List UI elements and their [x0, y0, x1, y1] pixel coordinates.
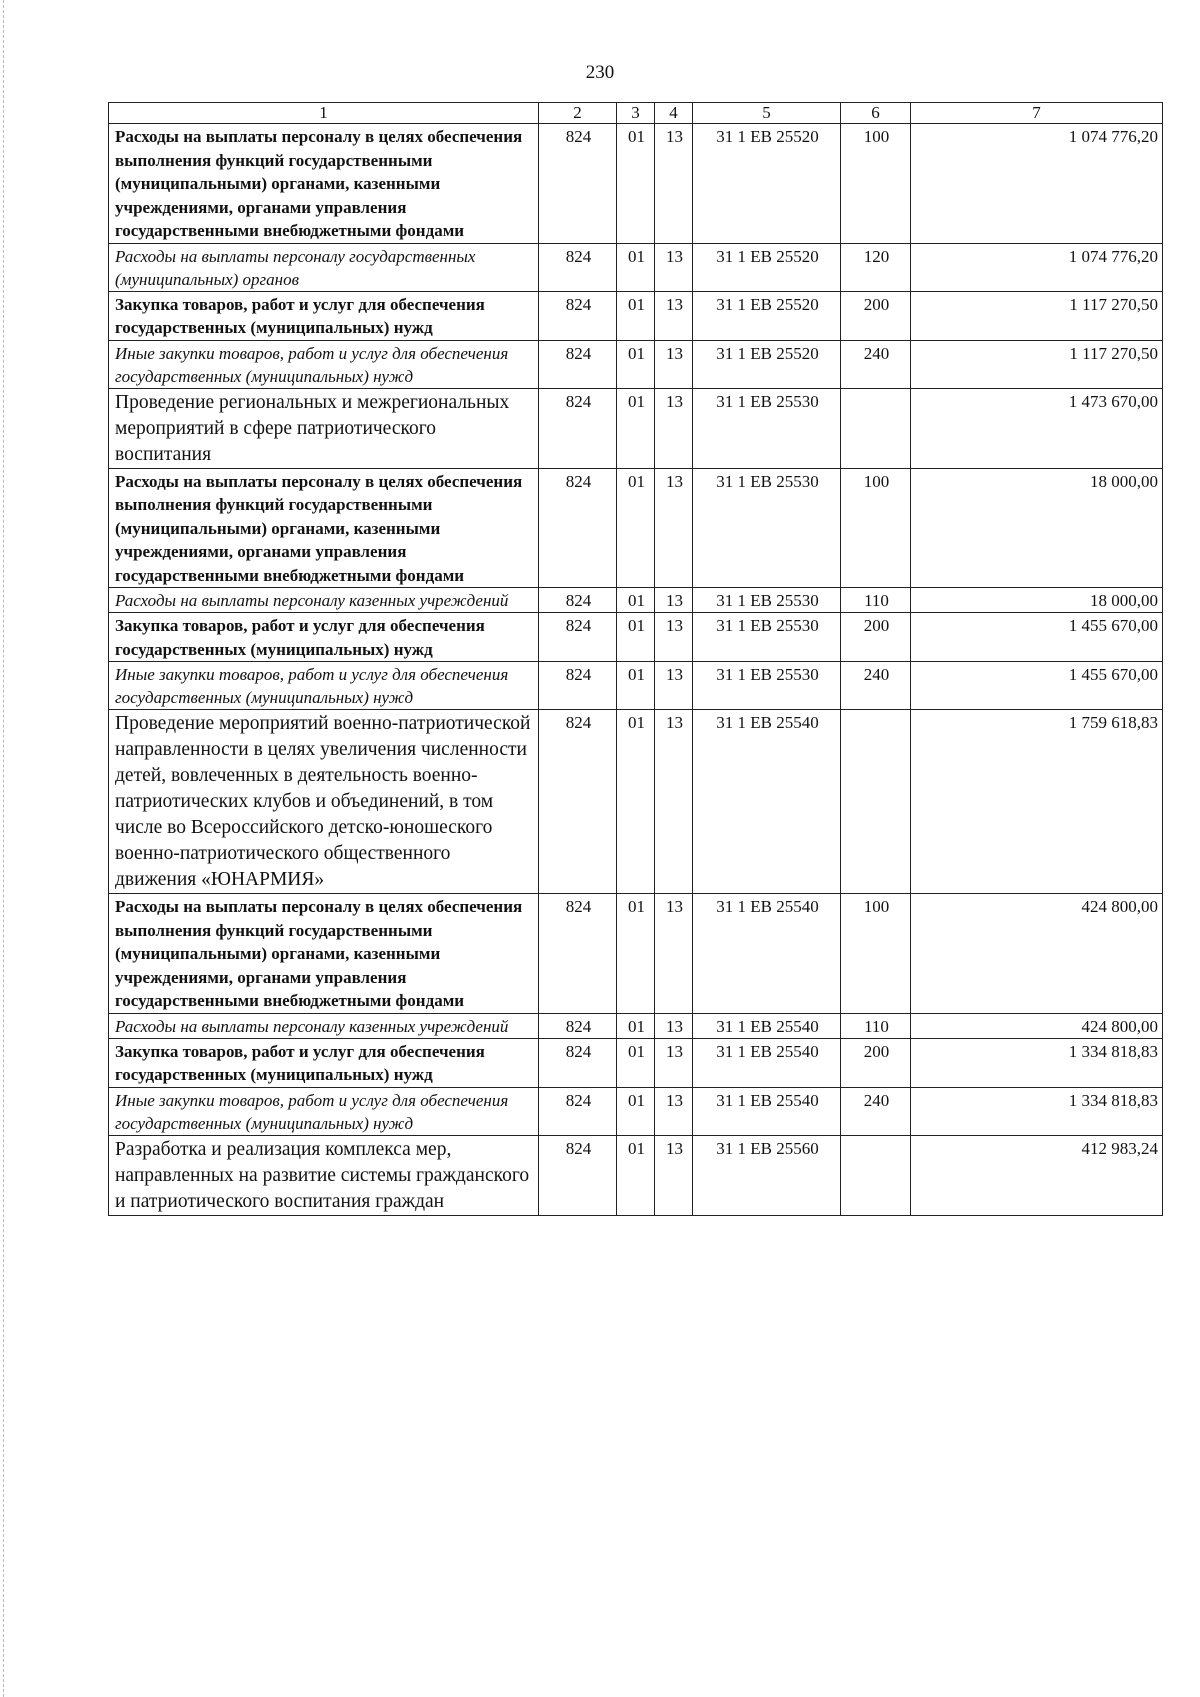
table-row	[109, 468, 1163, 588]
expense-name-cell: Иные закупки товаров, работ и услуг для обеспечения государственных (муниципальных) нужд	[109, 1087, 539, 1135]
budget-table	[108, 102, 1163, 1216]
expense-name-cell: Иные закупки товаров, работ и услуг для обеспечения государственных (муниципальных) нужд	[109, 340, 539, 388]
subsection-code-cell: 13	[655, 388, 693, 468]
expense-name-cell: Проведение региональных и межрегиональных мероприятий в сфере патриотического воспитания	[109, 388, 539, 468]
amount-cell: 1 455 670,00	[911, 662, 1163, 710]
section-code-cell: 01	[617, 340, 655, 388]
expense-name-cell: Закупка товаров, работ и услуг для обеспечения государственных (муниципальных) нужд	[109, 613, 539, 662]
admin-code-cell: 824	[539, 291, 617, 340]
target-article-cell: 31 1 ЕВ 25540	[693, 1087, 841, 1135]
amount-cell: 424 800,00	[911, 1013, 1163, 1038]
expense-type-cell: 120	[841, 243, 911, 291]
target-article-cell: 31 1 ЕВ 25530	[693, 468, 841, 588]
expense-name-cell: Иные закупки товаров, работ и услуг для обеспечения государственных (муниципальных) нужд	[109, 662, 539, 710]
section-code-cell: 01	[617, 1013, 655, 1038]
expense-name-cell: Закупка товаров, работ и услуг для обеспечения государственных (муниципальных) нужд	[109, 291, 539, 340]
section-code-cell: 01	[617, 468, 655, 588]
amount-cell: 1 334 818,83	[911, 1087, 1163, 1135]
section-code-cell: 01	[617, 388, 655, 468]
amount-cell: 1 074 776,20	[911, 243, 1163, 291]
column-number-row	[109, 103, 1163, 124]
target-article-cell: 31 1 ЕВ 25530	[693, 388, 841, 468]
table-row	[109, 588, 1163, 613]
table-row	[109, 894, 1163, 1014]
section-code-cell: 01	[617, 124, 655, 244]
admin-code-cell: 824	[539, 1135, 617, 1215]
subsection-code-cell: 13	[655, 894, 693, 1014]
expense-name-cell: Расходы на выплаты персоналу в целях обеспечения выполнения функций государственными (муниципальными) органами, казенными учреждениями, органами управления государственными внебюджетными фондами	[109, 894, 539, 1014]
section-code-cell: 01	[617, 613, 655, 662]
section-code-cell: 01	[617, 291, 655, 340]
column-header: 4	[655, 103, 693, 124]
subsection-code-cell: 13	[655, 340, 693, 388]
amount-cell: 1 117 270,50	[911, 340, 1163, 388]
target-article-cell: 31 1 ЕВ 25560	[693, 1135, 841, 1215]
table-row	[109, 1038, 1163, 1087]
expense-type-cell: 240	[841, 340, 911, 388]
table-row	[109, 291, 1163, 340]
expense-type-cell	[841, 388, 911, 468]
table-row	[109, 340, 1163, 388]
target-article-cell: 31 1 ЕВ 25540	[693, 1013, 841, 1038]
column-header: 5	[693, 103, 841, 124]
amount-cell: 424 800,00	[911, 894, 1163, 1014]
subsection-code-cell: 13	[655, 1087, 693, 1135]
subsection-code-cell: 13	[655, 1013, 693, 1038]
amount-cell: 412 983,24	[911, 1135, 1163, 1215]
expense-type-cell: 100	[841, 124, 911, 244]
expense-name-cell: Расходы на выплаты персоналу казенных учреждений	[109, 1013, 539, 1038]
admin-code-cell: 824	[539, 588, 617, 613]
target-article-cell: 31 1 ЕВ 25530	[693, 588, 841, 613]
table-row	[109, 613, 1163, 662]
subsection-code-cell: 13	[655, 1135, 693, 1215]
column-header: 7	[911, 103, 1163, 124]
column-header: 2	[539, 103, 617, 124]
expense-type-cell: 240	[841, 1087, 911, 1135]
amount-cell: 1 759 618,83	[911, 710, 1163, 894]
subsection-code-cell: 13	[655, 613, 693, 662]
target-article-cell: 31 1 ЕВ 25530	[693, 613, 841, 662]
expense-name-cell: Расходы на выплаты персоналу казенных учреждений	[109, 588, 539, 613]
target-article-cell: 31 1 ЕВ 25530	[693, 662, 841, 710]
amount-cell: 18 000,00	[911, 588, 1163, 613]
column-header: 3	[617, 103, 655, 124]
column-header: 6	[841, 103, 911, 124]
amount-cell: 1 455 670,00	[911, 613, 1163, 662]
target-article-cell: 31 1 ЕВ 25540	[693, 894, 841, 1014]
target-article-cell: 31 1 ЕВ 25540	[693, 710, 841, 894]
section-code-cell: 01	[617, 662, 655, 710]
scan-margin-line	[3, 0, 4, 1697]
admin-code-cell: 824	[539, 710, 617, 894]
admin-code-cell: 824	[539, 1038, 617, 1087]
expense-name-cell: Расходы на выплаты персоналу в целях обеспечения выполнения функций государственными (муниципальными) органами, казенными учреждениями, органами управления государственными внебюджетными фондами	[109, 468, 539, 588]
table-row	[109, 1135, 1163, 1215]
subsection-code-cell: 13	[655, 124, 693, 244]
amount-cell: 1 117 270,50	[911, 291, 1163, 340]
expense-type-cell	[841, 710, 911, 894]
column-header: 1	[109, 103, 539, 124]
expense-name-cell: Расходы на выплаты персоналу в целях обеспечения выполнения функций государственными (муниципальными) органами, казенными учреждениями, органами управления государственными внебюджетными фондами	[109, 124, 539, 244]
subsection-code-cell: 13	[655, 468, 693, 588]
admin-code-cell: 824	[539, 340, 617, 388]
target-article-cell: 31 1 ЕВ 25520	[693, 124, 841, 244]
admin-code-cell: 824	[539, 662, 617, 710]
expense-type-cell: 200	[841, 613, 911, 662]
table-row	[109, 243, 1163, 291]
expense-name-cell: Разработка и реализация комплекса мер, направленных на развитие системы гражданского и патриотического воспитания граждан	[109, 1135, 539, 1215]
section-code-cell: 01	[617, 1087, 655, 1135]
expense-name-cell: Проведение мероприятий военно-патриотической направленности в целях увеличения численности детей, вовлеченных в деятельность военно-патриотических клубов и объединений, в том числе во Всероссийского детско-юношеского военно-патриотического общественного движения «ЮНАРМИЯ»	[109, 710, 539, 894]
target-article-cell: 31 1 ЕВ 25520	[693, 291, 841, 340]
subsection-code-cell: 13	[655, 243, 693, 291]
table-row	[109, 1087, 1163, 1135]
expense-type-cell: 240	[841, 662, 911, 710]
target-article-cell: 31 1 ЕВ 25520	[693, 340, 841, 388]
section-code-cell: 01	[617, 1135, 655, 1215]
admin-code-cell: 824	[539, 613, 617, 662]
section-code-cell: 01	[617, 243, 655, 291]
admin-code-cell: 824	[539, 1013, 617, 1038]
section-code-cell: 01	[617, 894, 655, 1014]
section-code-cell: 01	[617, 588, 655, 613]
section-code-cell: 01	[617, 1038, 655, 1087]
admin-code-cell: 824	[539, 124, 617, 244]
admin-code-cell: 824	[539, 388, 617, 468]
expense-type-cell: 110	[841, 588, 911, 613]
amount-cell: 1 473 670,00	[911, 388, 1163, 468]
target-article-cell: 31 1 ЕВ 25540	[693, 1038, 841, 1087]
expense-type-cell	[841, 1135, 911, 1215]
admin-code-cell: 824	[539, 468, 617, 588]
expense-name-cell: Закупка товаров, работ и услуг для обеспечения государственных (муниципальных) нужд	[109, 1038, 539, 1087]
table-row	[109, 124, 1163, 244]
amount-cell: 18 000,00	[911, 468, 1163, 588]
table-row	[109, 388, 1163, 468]
subsection-code-cell: 13	[655, 662, 693, 710]
amount-cell: 1 334 818,83	[911, 1038, 1163, 1087]
amount-cell: 1 074 776,20	[911, 124, 1163, 244]
expense-type-cell: 110	[841, 1013, 911, 1038]
expense-name-cell: Расходы на выплаты персоналу государственных (муниципальных) органов	[109, 243, 539, 291]
admin-code-cell: 824	[539, 243, 617, 291]
admin-code-cell: 824	[539, 1087, 617, 1135]
expense-type-cell: 200	[841, 291, 911, 340]
page-number: 230	[585, 62, 615, 83]
target-article-cell: 31 1 ЕВ 25520	[693, 243, 841, 291]
subsection-code-cell: 13	[655, 710, 693, 894]
expense-type-cell: 100	[841, 894, 911, 1014]
table-body	[109, 124, 1163, 1216]
admin-code-cell: 824	[539, 894, 617, 1014]
table-row	[109, 710, 1163, 894]
table-row	[109, 1013, 1163, 1038]
expense-type-cell: 100	[841, 468, 911, 588]
section-code-cell: 01	[617, 710, 655, 894]
subsection-code-cell: 13	[655, 1038, 693, 1087]
subsection-code-cell: 13	[655, 588, 693, 613]
subsection-code-cell: 13	[655, 291, 693, 340]
table-row	[109, 662, 1163, 710]
expense-type-cell: 200	[841, 1038, 911, 1087]
